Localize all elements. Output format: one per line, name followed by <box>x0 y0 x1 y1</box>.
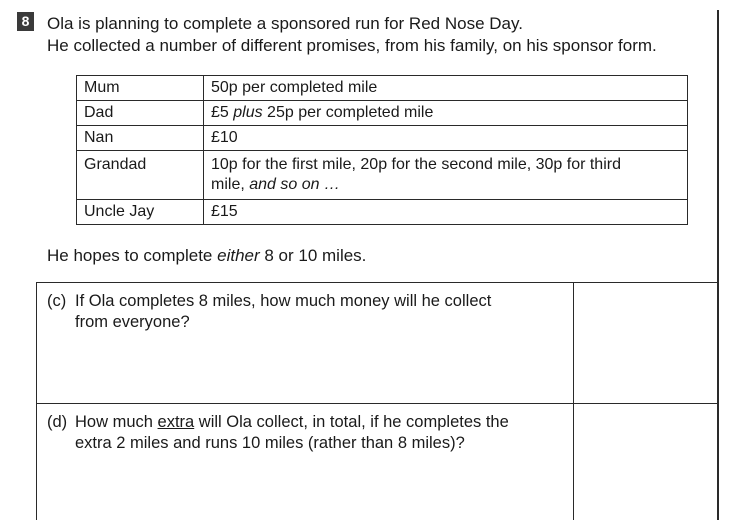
sponsor-promise: £15 <box>204 200 688 225</box>
question-line: If Ola completes 8 miles, how much money will he collect <box>75 292 492 310</box>
table-row <box>77 126 688 151</box>
part-question <box>75 412 545 454</box>
intro-line-2: He collected a number of different promises, from his family, on his sponsor form. <box>47 36 657 55</box>
table-row <box>77 151 688 200</box>
promise-text: mile, <box>211 176 250 193</box>
sponsor-promise <box>204 101 688 126</box>
sponsor-name: Uncle Jay <box>77 200 204 225</box>
hopes-text: He hopes to complete <box>47 246 218 265</box>
right-margin-line <box>717 10 719 520</box>
hopes-italic: either <box>217 246 260 265</box>
hopes-statement <box>47 245 366 267</box>
table-row <box>77 76 688 101</box>
grid-line <box>36 282 37 520</box>
answer-box-d[interactable] <box>574 404 717 520</box>
question-line <box>75 412 545 433</box>
question-text: will Ola collect, in total, if he completes the <box>194 413 509 431</box>
question-line: extra 2 miles and runs 10 miles (rather than 8 miles)? <box>75 434 465 452</box>
promise-text: 25p per completed mile <box>262 104 434 121</box>
table-row <box>77 200 688 225</box>
intro-line-1: Ola is planning to complete a sponsored run for Red Nose Day. <box>47 14 523 33</box>
part-label: (c) <box>47 292 67 310</box>
promise-text: £5 <box>211 104 234 121</box>
sponsor-name: Mum <box>77 76 204 101</box>
emphasis-underlined: extra <box>157 413 195 431</box>
sponsor-name: Grandad <box>77 151 204 200</box>
sponsor-name: Nan <box>77 126 204 151</box>
promise-italic: plus <box>233 104 263 121</box>
sponsor-promise: 50p per completed mile <box>204 76 688 101</box>
part-label: (d) <box>47 413 68 431</box>
table-row <box>77 101 688 126</box>
sponsor-promise: £10 <box>204 126 688 151</box>
promise-text: 10p for the first mile, 20p for the second mile, 30p for third <box>211 156 621 173</box>
question-text: How much <box>75 413 158 431</box>
sponsor-name: Dad <box>77 101 204 126</box>
question-line: from everyone? <box>75 313 190 331</box>
question-intro <box>47 13 657 57</box>
promise-italic: and so on … <box>249 176 340 193</box>
question-number-badge: 8 <box>17 12 34 31</box>
sponsor-form-table <box>76 75 688 225</box>
part-question <box>75 291 545 333</box>
sponsor-promise <box>204 151 688 200</box>
hopes-text: 8 or 10 miles. <box>259 246 367 265</box>
answer-box-c[interactable] <box>574 283 717 403</box>
